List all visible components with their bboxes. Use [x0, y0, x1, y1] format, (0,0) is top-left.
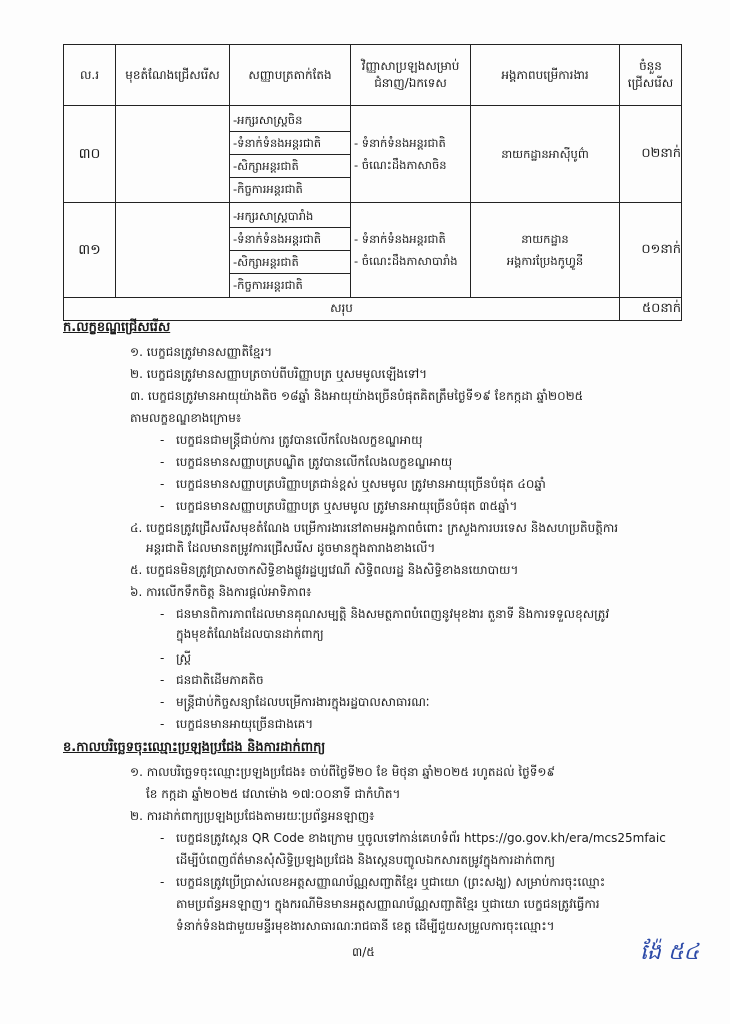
requirement-item: ៤. បេក្ខជនត្រូវជ្រើសរើសមុខតំណែង បម្រើការងារនៅតាមអង្គភាពចំពោះ ក្រសួងការបរទេស និងសហប្រតិបត្តិការ [130, 521, 619, 535]
priority-item: - ជនមានពិការភាពដែលមានគុណសម្បត្តិ និងសមត្ថភាពបំពេញនូវមុខងារ តួនាទី និងការទទួលខុសត្រូវ [176, 606, 609, 622]
priority-item: - ស្ត្រី [176, 650, 191, 666]
degree-item: -អក្សរសាស្ត្របារាំង [230, 205, 350, 228]
exam-cell [351, 203, 471, 298]
degree-item: -ទំនាក់ទំនងអន្តរជាតិ [230, 228, 350, 251]
table-header-row [64, 45, 682, 106]
col-header-exam: វិញ្ញាសាប្រឡងសម្រាប់ជំនាញ/ឯកទេស [351, 45, 471, 106]
col-header-position: មុខតំណែងជ្រើសរើស [116, 45, 230, 106]
priority-item: - មន្ត្រីជាប់កិច្ចសន្យាដែលបម្រើការងារក្នុងរដ្ឋបាលសាធារណៈ [176, 694, 430, 710]
schedule-item-cont: ខែ កក្កដា ឆ្នាំ២០២៥ វេលាម៉ោង ១៧:០០នាទី ជាកំហិត។ [146, 787, 401, 801]
institution-cell [471, 203, 620, 298]
institution-cell: នាយកដ្ឋានអាស៊ីបូព៌ា [471, 106, 620, 203]
exam-cell [351, 106, 471, 203]
requirement-item: ៥. បេក្ខជនមិនត្រូវប្រាសចាកសិទ្ធិខាងផ្លូវរដ្ឋប្បវេណី សិទ្ធិពលរដ្ឋ និងសិទ្ធិខាងនយោបាយ។ [130, 563, 519, 577]
page-number: ៣/៥ [352, 945, 375, 959]
age-condition-item: - បេក្ខជនមានសញ្ញាបត្របរិញ្ញាបត្រ ឬសមមូល ត្រូវមានអាយុច្រើនបំផុត ៣៥ឆ្នាំ។ [176, 498, 517, 514]
degree-item: -អក្សរសាស្ត្រចិន [230, 109, 350, 132]
count-cell: ០១នាក់ [620, 203, 682, 298]
requirement-item: តាមលក្ខខណ្ឌខាងក្រោម៖ [130, 411, 242, 425]
online-instruction-cont: ដើម្បីបំពេញព័ត៌មានសុំសិទ្ធិប្រឡងប្រជែង និងស្កេនបញ្ចូលឯកសារតម្រូវក្នុងការដាក់ពាក្យ [176, 853, 556, 867]
section-kh-heading: ខ.កាលបរិច្ឆេទចុះឈ្មោះប្រឡងប្រជែង និងការដាក់ពាក្យ [63, 740, 326, 755]
online-instruction: - បេក្ខជនត្រូវប្រើប្រាស់លេខអត្តសញ្ញាណប័ណ្ណសញ្ជាតិខ្មែរ ឬជាយោ (ព្រះសង្ឃ) សម្រាប់ការចុះឈ្មោះ [176, 874, 605, 890]
position-cell [116, 203, 230, 298]
requirement-item: ៦. ការលើកទឹកចិត្ត និងការផ្ដល់អាទិភាព៖ [130, 585, 312, 599]
schedule-item: ២. ការដាក់ពាក្យប្រឡងប្រជែងតាមរយៈប្រព័ន្ធអនឡាញ៖ [130, 809, 375, 823]
requirement-item-cont: អន្តរជាតិ ដែលមានតម្រូវការជ្រើសរើស ដូចមានក្នុងតារាងខាងលើ។ [146, 541, 436, 555]
online-instruction-cont: តាមប្រព័ន្ធអនឡាញ។ ក្នុងករណីមិនមានអត្តសញ្ញាណប័ណ្ណសញ្ជាតិខ្មែរ ឬជាយោ បេក្ខជនត្រូវធ្វើការ [176, 897, 600, 911]
age-condition-item: - បេក្ខជនមានសញ្ញាបត្របណ្ឌិត ត្រូវបានលើកលែងលក្ខខណ្ឌអាយុ [176, 454, 452, 470]
age-condition-item: - បេក្ខជនជាមន្ត្រីជាប់ការ ត្រូវបានលើកលែងលក្ខខណ្ឌអាយុ [176, 432, 423, 448]
row-number: ៣១ [64, 203, 116, 298]
degree-item: -កិច្ចការអន្តរជាតិ [233, 277, 303, 292]
priority-item: - ជនជាតិដើមភាគតិច [176, 672, 264, 688]
table-row [64, 203, 682, 298]
degree-item: -សិក្សាអន្តរជាតិ [230, 251, 350, 274]
requirement-item: ១. បេក្ខជនត្រូវមានសញ្ញាតិខ្មែរ។ [130, 345, 273, 359]
institution-line: អង្គការប្រែងកូហ្វូនី [506, 254, 584, 268]
institution-line: នាយកដ្ឋាន [521, 232, 569, 246]
position-cell [116, 106, 230, 203]
degree-item: -សិក្សាអន្តរជាតិ [230, 155, 350, 178]
col-header-degree: សញ្ញាបត្រតាក់តែង [230, 45, 351, 106]
recruitment-table [63, 44, 682, 321]
col-header-institution: អង្គភាពបម្រើការងារ [471, 45, 620, 106]
degree-item: -កិច្ចការអន្តរជាតិ [233, 181, 303, 196]
total-row [64, 298, 682, 321]
exam-item: - ចំណេះដឹងភាសាបារាំង [354, 254, 458, 268]
total-count: ៥០នាក់ [620, 298, 682, 321]
table-row [64, 106, 682, 203]
priority-item-cont: ក្នុងមុខតំណែងដែលបានដាក់ពាក្យ [176, 627, 324, 641]
section-k-heading: ក.លក្ខខណ្ឌជ្រើសរើស [63, 320, 171, 335]
age-condition-item: - បេក្ខជនមានសញ្ញាបត្របរិញ្ញាបត្រជាន់ខ្ពស់ ឬសមមូល ត្រូវមានអាយុច្រើនបំផុត ៤០ឆ្នាំ [176, 476, 546, 492]
col-header-no: ល.រ [64, 45, 116, 106]
priority-item: - បេក្ខជនមានអាយុច្រើនជាងគេ។ [176, 716, 313, 732]
handwritten-initials: ង៉ែ ៥៤ [640, 940, 700, 965]
degree-item: -ទំនាក់ទំនងអន្តរជាតិ [230, 132, 350, 155]
requirement-item: ៣. បេក្ខជនត្រូវមានអាយុយ៉ាងតិច ១៨ឆ្នាំ និងអាយុយ៉ាងច្រើនបំផុតគិតត្រឹមថ្ងៃទី១៩ ខែកក្កដា ឆ្នាំ២០២៥ [130, 389, 584, 403]
count-cell: ០២នាក់ [620, 106, 682, 203]
degree-cell [230, 106, 351, 203]
exam-item: - ចំណេះដឹងភាសាចិន [354, 158, 447, 172]
exam-item: - ទំនាក់ទំនងអន្តរជាតិ [354, 136, 446, 150]
online-instruction-cont: ទំនាក់ទំនងជាមួយមន្ទីរមុខងារសាធារណៈរាជធានី ខេត្ត ដើម្បីជួយសម្រួលការចុះឈ្មោះ។ [176, 919, 555, 933]
total-label: សរុប [64, 298, 620, 321]
degree-cell [230, 203, 351, 298]
exam-item: - ទំនាក់ទំនងអន្តរជាតិ [354, 232, 446, 246]
col-header-count: ចំនួនជ្រើសរើស [620, 45, 682, 106]
row-number: ៣០ [64, 106, 116, 203]
requirement-item: ២. បេក្ខជនត្រូវមានសញ្ញាបត្រចាប់ពីបរិញ្ញាបត្រ ឬសមមូលឡើងទៅ។ [130, 367, 428, 381]
schedule-item: ១. កាលបរិច្ឆេទចុះឈ្មោះប្រឡងប្រជែង៖ ចាប់ពីថ្ងៃទី២០ ខែ មិថុនា ឆ្នាំ២០២៥ រហូតដល់ ថ្ងៃទី១៩ [130, 765, 555, 779]
online-instruction: - បេក្ខជនត្រូវស្កេន QR Code ខាងក្រោម ឬចូលទៅកាន់គេហទំព័រ https://go.gov.kh/era/mcs25mfaic [176, 830, 666, 846]
